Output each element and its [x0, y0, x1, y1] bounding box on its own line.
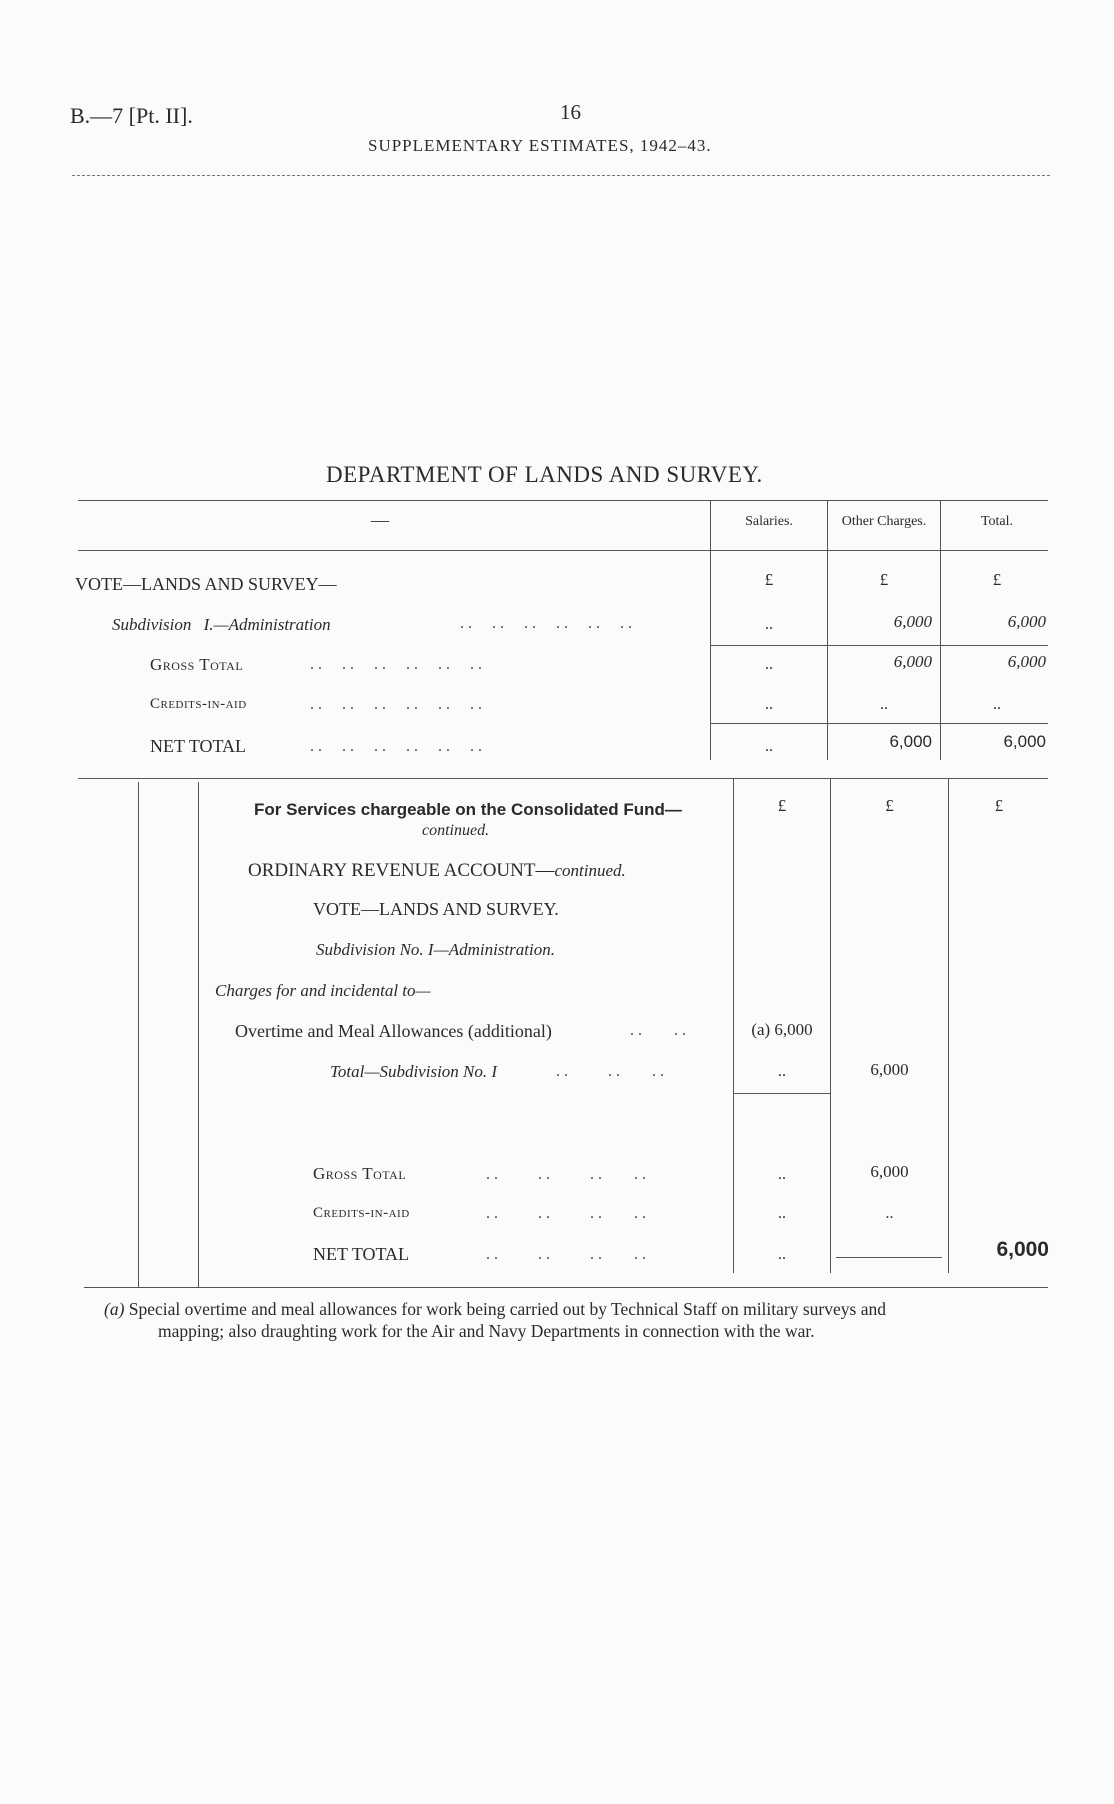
footnote-text-1: Special overtime and meal allowances for work being carried out by Technical Staff on military surveys and — [128, 1299, 886, 1319]
summary-subdivision-other: 6,000 — [893, 612, 932, 631]
summary-subdivision-label: Subdivision I.—Administration — [112, 615, 331, 634]
detail-charges-label: Charges for and incidental to— — [215, 981, 431, 1000]
summary-net-other: 6,000 — [889, 732, 932, 751]
detail-subtotal-rule — [733, 1093, 830, 1094]
summary-col-sep-3 — [940, 500, 941, 760]
summary-gross-other: 6,000 — [893, 652, 932, 671]
detail-col-sep-2 — [830, 778, 831, 1273]
detail-left-border-2 — [198, 782, 199, 1287]
detail-account-heading — [248, 860, 626, 882]
detail-total-subdivision-value: 6,000 — [870, 1060, 909, 1079]
detail-currency-1: £ — [777, 796, 787, 815]
detail-col-sep-3 — [948, 778, 949, 1273]
summary-top-rule — [78, 500, 1048, 501]
summary-vote-label: VOTE—LANDS AND SURVEY— — [75, 574, 337, 594]
summary-credits-total: .. — [993, 696, 1001, 713]
detail-gross-total-label: Gross Total — [313, 1164, 407, 1183]
summary-header-rule — [78, 550, 1048, 551]
detail-currency-2: £ — [885, 796, 894, 815]
summary-credits-other: .. — [880, 696, 888, 713]
detail-overtime-label: Overtime and Meal Allowances (additional) — [235, 1021, 552, 1041]
summary-header-dash: — — [371, 510, 389, 530]
summary-subdivision-salaries: .. — [765, 616, 773, 633]
detail-credits-rule — [836, 1257, 942, 1258]
detail-total-subdivision-first: .. — [778, 1063, 786, 1080]
detail-total-subdivision-label: Total—Subdivision No. I — [330, 1062, 498, 1081]
detail-gross-first: .. — [778, 1166, 786, 1183]
footnote-line-2: mapping; also draughting work for the Air and Navy Departments in connection with the war. — [158, 1321, 815, 1341]
detail-vote-title: VOTE—LANDS AND SURVEY. — [313, 899, 559, 919]
department-title: DEPARTMENT OF LANDS AND SURVEY. — [326, 462, 763, 487]
footnote-line-1 — [104, 1298, 886, 1320]
summary-credits-label: Credits-in-aid — [150, 696, 247, 712]
detail-services-heading: For Services chargeable on the Consolidated Fund— — [254, 800, 682, 819]
detail-account-prefix: ORDINARY REVENUE ACCOUNT— — [248, 860, 555, 881]
summary-gross-total: 6,000 — [1007, 652, 1046, 671]
page-number: 16 — [560, 100, 581, 124]
summary-sub-rule — [710, 645, 1048, 646]
detail-net-total-label: NET TOTAL — [313, 1244, 410, 1264]
summary-currency-salaries: £ — [764, 570, 774, 589]
detail-overtime-leader: . . . . — [630, 1022, 686, 1039]
detail-subdivision-title: Subdivision No. I—Administration. — [316, 940, 555, 959]
summary-gross-leader: . . . . . . . . . . . . — [310, 656, 482, 673]
summary-header-total: Total. — [980, 514, 1014, 529]
summary-net-leader: . . . . . . . . . . . . — [310, 738, 482, 755]
summary-credits-leader: . . . . . . . . . . . . — [310, 696, 482, 713]
page-title: SUPPLEMENTARY ESTIMATES, 1942–43. — [368, 136, 712, 155]
detail-currency-3: £ — [994, 796, 1004, 815]
detail-bottom-rule — [84, 1287, 1048, 1288]
detail-services-continued: continued. — [422, 822, 490, 839]
summary-net-total: 6,000 — [1003, 732, 1046, 751]
summary-net-total-label: NET TOTAL — [150, 736, 247, 756]
summary-currency-total: £ — [992, 570, 1002, 589]
detail-credits-second: .. — [885, 1205, 894, 1222]
detail-gross-value: 6,000 — [870, 1162, 909, 1181]
summary-bottom-rule — [78, 778, 1048, 779]
detail-net-first: .. — [778, 1246, 786, 1263]
detail-gross-leader: . . . . . . . . — [486, 1166, 646, 1183]
header-rule — [72, 175, 1050, 176]
summary-col-sep-1 — [710, 500, 711, 760]
summary-credits-salaries: .. — [765, 696, 773, 713]
detail-net-value: 6,000 — [996, 1238, 1049, 1261]
summary-header-salaries: Salaries. — [745, 514, 793, 529]
detail-account-continued: continued. — [554, 861, 626, 880]
summary-gross-salaries: .. — [765, 656, 773, 673]
document-reference: B.—7 [Pt. II]. — [70, 103, 193, 128]
detail-credits-first: .. — [778, 1205, 786, 1222]
detail-net-leader: . . . . . . . . — [486, 1246, 646, 1263]
summary-subdivision-total: 6,000 — [1007, 612, 1046, 631]
footnote — [104, 1298, 886, 1342]
detail-left-border-1 — [138, 782, 139, 1287]
detail-overtime-value: (a) 6,000 — [751, 1020, 813, 1039]
summary-header-other-charges: Other Charges. — [841, 514, 927, 529]
summary-net-salaries: .. — [765, 738, 773, 755]
detail-credits-label: Credits-in-aid — [313, 1205, 410, 1221]
summary-gross-total-label: Gross Total — [150, 655, 244, 674]
summary-currency-other: £ — [879, 570, 889, 589]
footnote-marker: (a) — [104, 1299, 125, 1319]
summary-credits-rule — [710, 723, 1048, 724]
detail-total-subdivision-leader: . . . . . . — [556, 1063, 664, 1080]
summary-subdivision-leader: . . . . . . . . . . . . — [460, 615, 632, 632]
detail-credits-leader: . . . . . . . . — [486, 1205, 646, 1222]
